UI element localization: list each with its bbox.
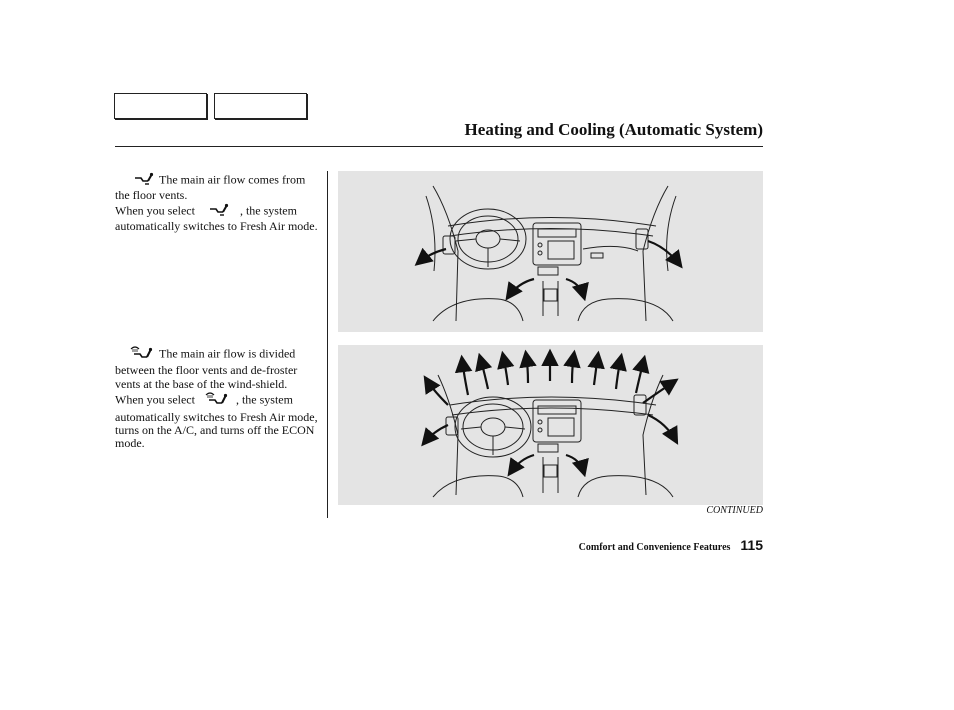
floor-mode-line1: The main air flow comes from the floor vents.	[115, 172, 306, 203]
footer-section-title: Comfort and Convenience Features	[578, 542, 731, 553]
page-number: 115	[740, 537, 763, 553]
page-footer	[579, 537, 763, 553]
floor-defrost-mode-description	[115, 345, 320, 451]
floor-mode-select-suffix: , the system automatically switches to Fresh Air mode.	[115, 203, 318, 234]
floor-defrost-mode-icon	[129, 345, 155, 364]
floor-mode-description	[115, 172, 320, 234]
floor-defrost-select-prefix: When you select	[115, 392, 195, 407]
page-title: Heating and Cooling (Automatic System)	[464, 120, 763, 139]
floor-defrost-select-suffix: , the system automatically switches to Fresh Air mode, turns on the A/C, and turns off the ECON mode.	[115, 392, 318, 451]
floor-vent-mode-icon	[133, 172, 155, 189]
floor-defrost-mode-icon-inline	[204, 391, 230, 410]
continued-label: CONTINUED	[706, 505, 763, 516]
floor-defrost-line1: The main air flow is divided between the floor vents and de-froster vents at the base of the wind-shield.	[115, 346, 298, 391]
floor-vent-mode-icon-inline	[208, 203, 230, 220]
column-divider	[327, 171, 328, 518]
floor-mode-select-prefix: When you select	[115, 203, 195, 218]
nav-button-index[interactable]	[214, 93, 307, 119]
title-rule	[115, 146, 763, 147]
nav-button-contents[interactable]	[114, 93, 207, 119]
floor-defrost-airflow-illustration	[338, 345, 763, 505]
floor-airflow-illustration	[338, 171, 763, 332]
